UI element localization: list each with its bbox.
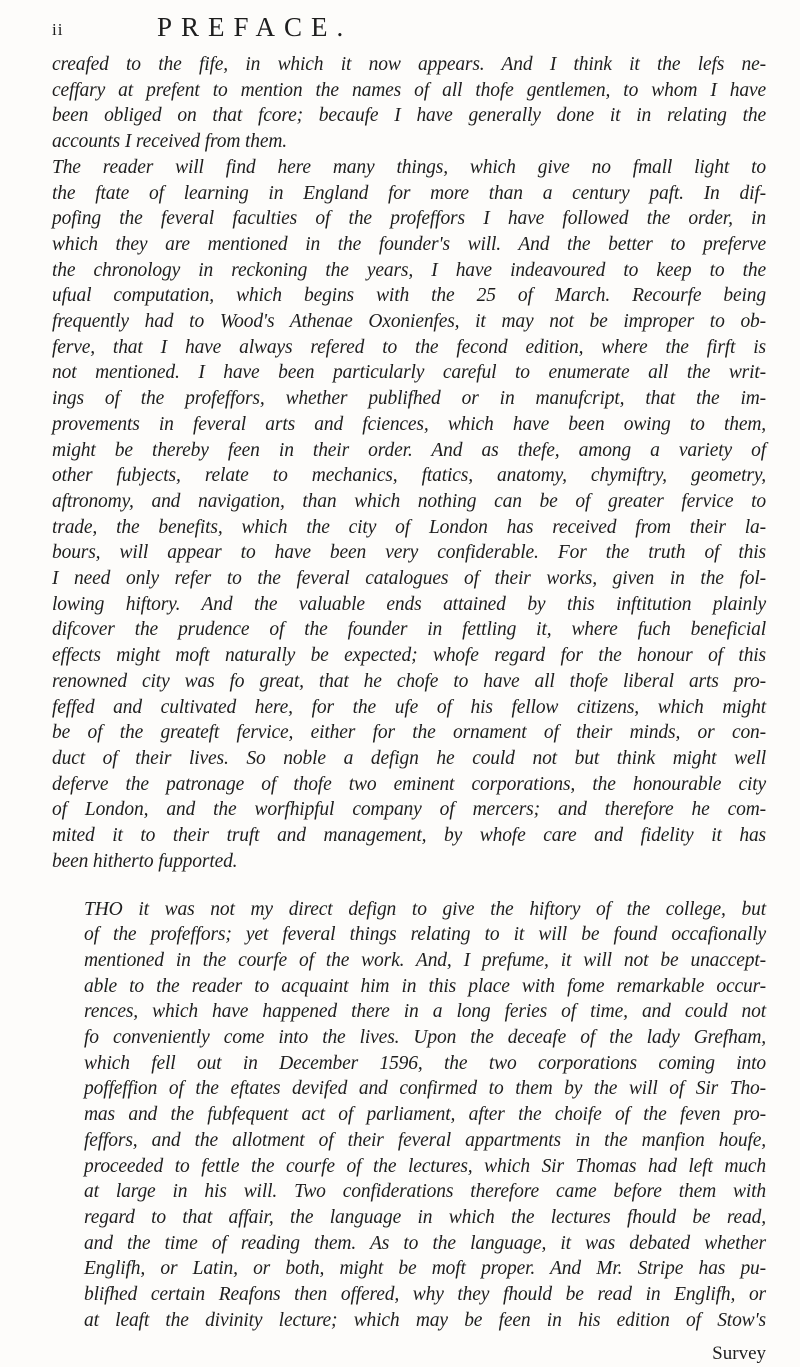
text-line: bours, will appear to have been very confiderable. For the truth of this — [52, 542, 766, 564]
text-line: frequently had to Wood's Athenae Oxonienfes, it may not be improper to ob- — [52, 311, 766, 333]
paragraph-2 — [52, 897, 766, 1334]
text-line: poffeffion of the eftates devifed and confirmed to them by the will of Sir Tho- — [84, 1078, 766, 1100]
text-line: mentioned in the courfe of the work. And, I prefume, it will not be unaccept- — [84, 949, 766, 971]
text-line: the ftate of learning in England for more than a century paft. In dif- — [52, 182, 766, 204]
text-line: THO it was not my direct defign to give the hiftory of the college, but — [84, 898, 766, 920]
text-line: ferve, that I have always refered to the fecond edition, where the firft is — [52, 336, 766, 358]
text-line: able to the reader to acquaint him in this place with fome remarkable occur- — [84, 975, 766, 997]
text-line: not mentioned. I have been particularly careful to enumerate all the writ- — [52, 362, 766, 384]
text-line: renowned city was fo great, that he chofe to have all thofe liberal arts pro- — [52, 670, 766, 692]
running-head: PREFACE. — [157, 12, 353, 42]
text-line: fo conveniently come into the lives. Upon the deceafe of the lady Grefham, — [84, 1027, 766, 1049]
text-line: feffors, and the allotment of their feveral appartments in the manfion houfe, — [84, 1129, 766, 1151]
text-line: been hitherto fupported. — [52, 850, 238, 872]
text-line: ceffary at prefent to mention the names of all thofe gentlemen, to whom I have — [52, 79, 766, 101]
text-line: proceeded to fettle the courfe of the lectures, which Sir Thomas had left much — [84, 1155, 766, 1177]
text-line: which fell out in December 1596, the two corporations coming into — [84, 1052, 766, 1074]
text-line: been obliged on that fcore; becaufe I have generally done it in relating the — [52, 105, 766, 127]
text-line: Englifh, or Latin, or both, might be moft proper. And Mr. Stripe has pu- — [84, 1258, 766, 1280]
text-line: pofing the feveral faculties of the profeffors I have followed the order, in — [52, 208, 766, 230]
page-number: ii — [52, 20, 64, 39]
text-line: of the profeffors; yet feveral things relating to it will be found occafionally — [84, 924, 766, 946]
text-line: of London, and the worfhipful company of mercers; and therefore he com- — [52, 799, 766, 821]
text-line: deferve the patronage of thofe two eminent corporations, the honourable city — [52, 773, 766, 795]
text-line: difcover the prudence of the founder in fettling it, where fuch beneficial — [52, 619, 766, 641]
text-line: lowing hiftory. And the valuable ends attained by this inftitution plainly — [52, 593, 766, 615]
text-line: at leaft the divinity lecture; which may be feen in his edition of Stow's — [84, 1309, 766, 1331]
paragraph-1 — [52, 52, 766, 875]
text-line: accounts I received from them. — [52, 131, 288, 153]
text-line: rences, which have happened there in a long feries of time, and could not — [84, 1001, 766, 1023]
text-line: other fubjects, relate to mechanics, ftatics, anatomy, chymiftry, geometry, — [52, 465, 766, 487]
text-line: effects might moft naturally be expected; whofe regard for the honour of this — [52, 645, 766, 667]
text-line: trade, the benefits, which the city of London has received from their la- — [52, 516, 766, 538]
text-line: might be thereby feen in their order. And as thefe, among a variety of — [52, 439, 766, 461]
text-line: I need only refer to the feveral catalogues of their works, given in the fol- — [52, 568, 766, 590]
text-line: mas and the fubfequent act of parliament, after the choife of the feven pro- — [84, 1104, 766, 1126]
text-line: regard to that affair, the language in which the lectures fhould be read, — [84, 1206, 766, 1228]
text-line: at large in his will. Two confiderations therefore came before them with — [84, 1181, 766, 1203]
text-line: creafed to the fife, in which it now appears. And I think it the lefs ne- — [52, 54, 766, 75]
text-line: and the time of reading them. As to the language, it was debated whether — [84, 1232, 766, 1254]
page-header — [52, 10, 752, 50]
text-line: The reader will find here many things, which give no fmall light to — [52, 156, 766, 178]
text-line: ings of the profeffors, whether publifhed or in manufcript, that the im- — [52, 388, 766, 410]
text-line: ufual computation, which begins with the 25 of March. Recourfe being — [52, 285, 766, 307]
text-line: aftronomy, and navigation, than which nothing can be of greater fervice to — [52, 490, 766, 512]
text-line: blifhed certain Reafons then offered, why they fhould be read in Englifh, or — [84, 1284, 766, 1306]
text-line: feffed and cultivated here, for the ufe of his fellow citizens, which might — [52, 696, 766, 718]
text-line: provements in feveral arts and fciences, which have been owing to them, — [52, 413, 766, 435]
text-line: the chronology in reckoning the years, I have indeavoured to keep to the — [52, 259, 766, 281]
text-line: duct of their lives. So noble a defign he could not but think might well — [52, 747, 766, 769]
text-line: mited it to their truft and management, by whofe care and fidelity it has — [52, 825, 766, 847]
catchword: Survey — [712, 1343, 766, 1364]
body-text — [52, 52, 766, 1333]
text-line: which they are mentioned in the founder's will. And the better to preferve — [52, 233, 766, 255]
text-line: be of the greateft fervice, either for the ornament of their minds, or con- — [52, 722, 766, 744]
